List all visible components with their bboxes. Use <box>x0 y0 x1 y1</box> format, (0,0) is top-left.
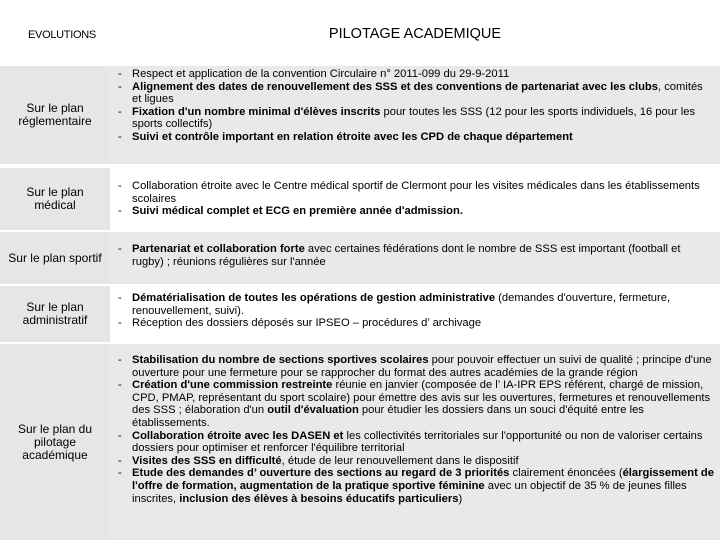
bullet-item <box>118 205 714 218</box>
row-label: Sur le plan réglementaire <box>0 66 110 164</box>
text: les collectivités territoriales sur l'opportunité ou non de valoriser certains dossiers pour optimiser et renforcer l'équilibre territorial <box>132 429 703 455</box>
row-content <box>110 168 720 230</box>
text: Respect et application de la convention Circulaire n° 2011-099 du 29-9-2011 <box>132 68 510 80</box>
row-label: Sur le plan médical <box>0 168 110 230</box>
bullet-item <box>118 467 714 505</box>
text: , comités et ligues <box>132 80 703 106</box>
text: (demandes d'ouverture, fermeture, renouvellement, suivi). <box>132 292 671 317</box>
page-title: PILOTAGE ACADEMIQUE <box>328 26 502 42</box>
row-pilotage <box>0 344 720 540</box>
bullet-item <box>118 68 714 81</box>
text: avec certaines fédérations dont le nombre de SSS est important (football et rugby) ; réunions régulières sur l'année <box>132 243 681 268</box>
bold-text: Dématérialisation de toutes les opérations de gestion administrative <box>132 292 496 304</box>
row-administratif <box>0 286 720 342</box>
text: pour étudier les dossiers dans un souci d'équité entre les établissements. <box>132 404 644 429</box>
text: avec un objectif de 35 % de jeunes filles inscrites, <box>132 479 687 505</box>
bullet-item <box>118 292 714 317</box>
bullet-item <box>118 354 714 379</box>
header-left <box>0 0 110 64</box>
text: ) <box>458 492 463 505</box>
row-label: Sur le plan du pilotage académique <box>0 344 110 540</box>
bold-text: Suivi et contrôle important en relation étroite avec les CPD de chaque département <box>132 130 573 143</box>
bold-text: élargissement de l'offre de formation, augmentation de la pratique sportive féminine <box>132 467 714 492</box>
bold-text: Fixation d'un nombre minimal d'élèves inscrits <box>132 105 381 118</box>
text: pour pouvoir effectuer un suivi de qualité ; principe d'une ouverture pour une fermeture pour se rapprocher du format des autres académies de la grande région <box>132 354 712 379</box>
bold-text: Collaboration étroite avec les DASEN et <box>132 429 344 442</box>
evolutions-label: EVOLUTIONS <box>28 29 96 41</box>
bullet-item <box>118 106 714 131</box>
bullet-item <box>118 317 714 330</box>
bold-text: Création d'une commission restreinte <box>132 379 333 392</box>
bold-text: Visites des SSS en difficulté <box>132 454 282 467</box>
row-label: Sur le plan sportif <box>0 232 110 284</box>
bullet-item <box>118 81 714 106</box>
bullet-item <box>118 180 714 205</box>
row-content <box>110 344 720 540</box>
row-medical <box>0 168 720 230</box>
bullet-item <box>118 430 714 455</box>
text: , étude de leur renouvellement dans le dispositif <box>281 454 519 467</box>
bullet-item <box>118 131 714 144</box>
bold-text: Partenariat et collaboration forte <box>132 243 305 255</box>
row-sportif <box>0 232 720 284</box>
bullet-item <box>118 379 714 429</box>
row-content <box>110 232 720 284</box>
header-right <box>110 0 720 64</box>
bold-text: Etude des demandes d’ ouverture des sections au regard de 3 priorités <box>132 467 510 480</box>
bullet-item <box>118 243 714 268</box>
row-label: Sur le plan administratif <box>0 286 110 342</box>
bold-text: inclusion des élèves à besoins éducatifs particuliers <box>179 492 459 505</box>
bold-text: Suivi médical complet et ECG en première année d'admission. <box>132 205 463 218</box>
bold-text: Stabilisation du nombre de sections sportives scolaires <box>132 354 429 366</box>
text: réunie en janvier (composée de l’ IA-IPR EPS référent, chargé de mission, CPD, PMAP, représentant du sport scolaire) pour émettre des avis sur les ouvertures, fermetures et renouvellements des SSS ; élaboration d'un <box>132 379 711 417</box>
row-reglementaire <box>0 66 720 164</box>
bold-text: Alignement des dates de renouvellement des SSS et des conventions de partenariat avec les clubs <box>132 80 658 93</box>
text: Réception des dossiers déposés sur IPSEO – procédures d’ archivage <box>132 317 482 330</box>
text: pour toutes les SSS (12 pour les sports individuels, 16 pour les sports collectifs) <box>132 105 696 131</box>
row-content <box>110 286 720 342</box>
bullet-item <box>118 455 714 468</box>
text: clairement énoncées ( <box>509 467 623 480</box>
text: Collaboration étroite avec le Centre médical sportif de Clermont pour les visites médicales dans les établissements scolaires <box>132 180 700 205</box>
row-content <box>110 66 720 164</box>
bold-text: outil d'évaluation <box>267 404 359 417</box>
